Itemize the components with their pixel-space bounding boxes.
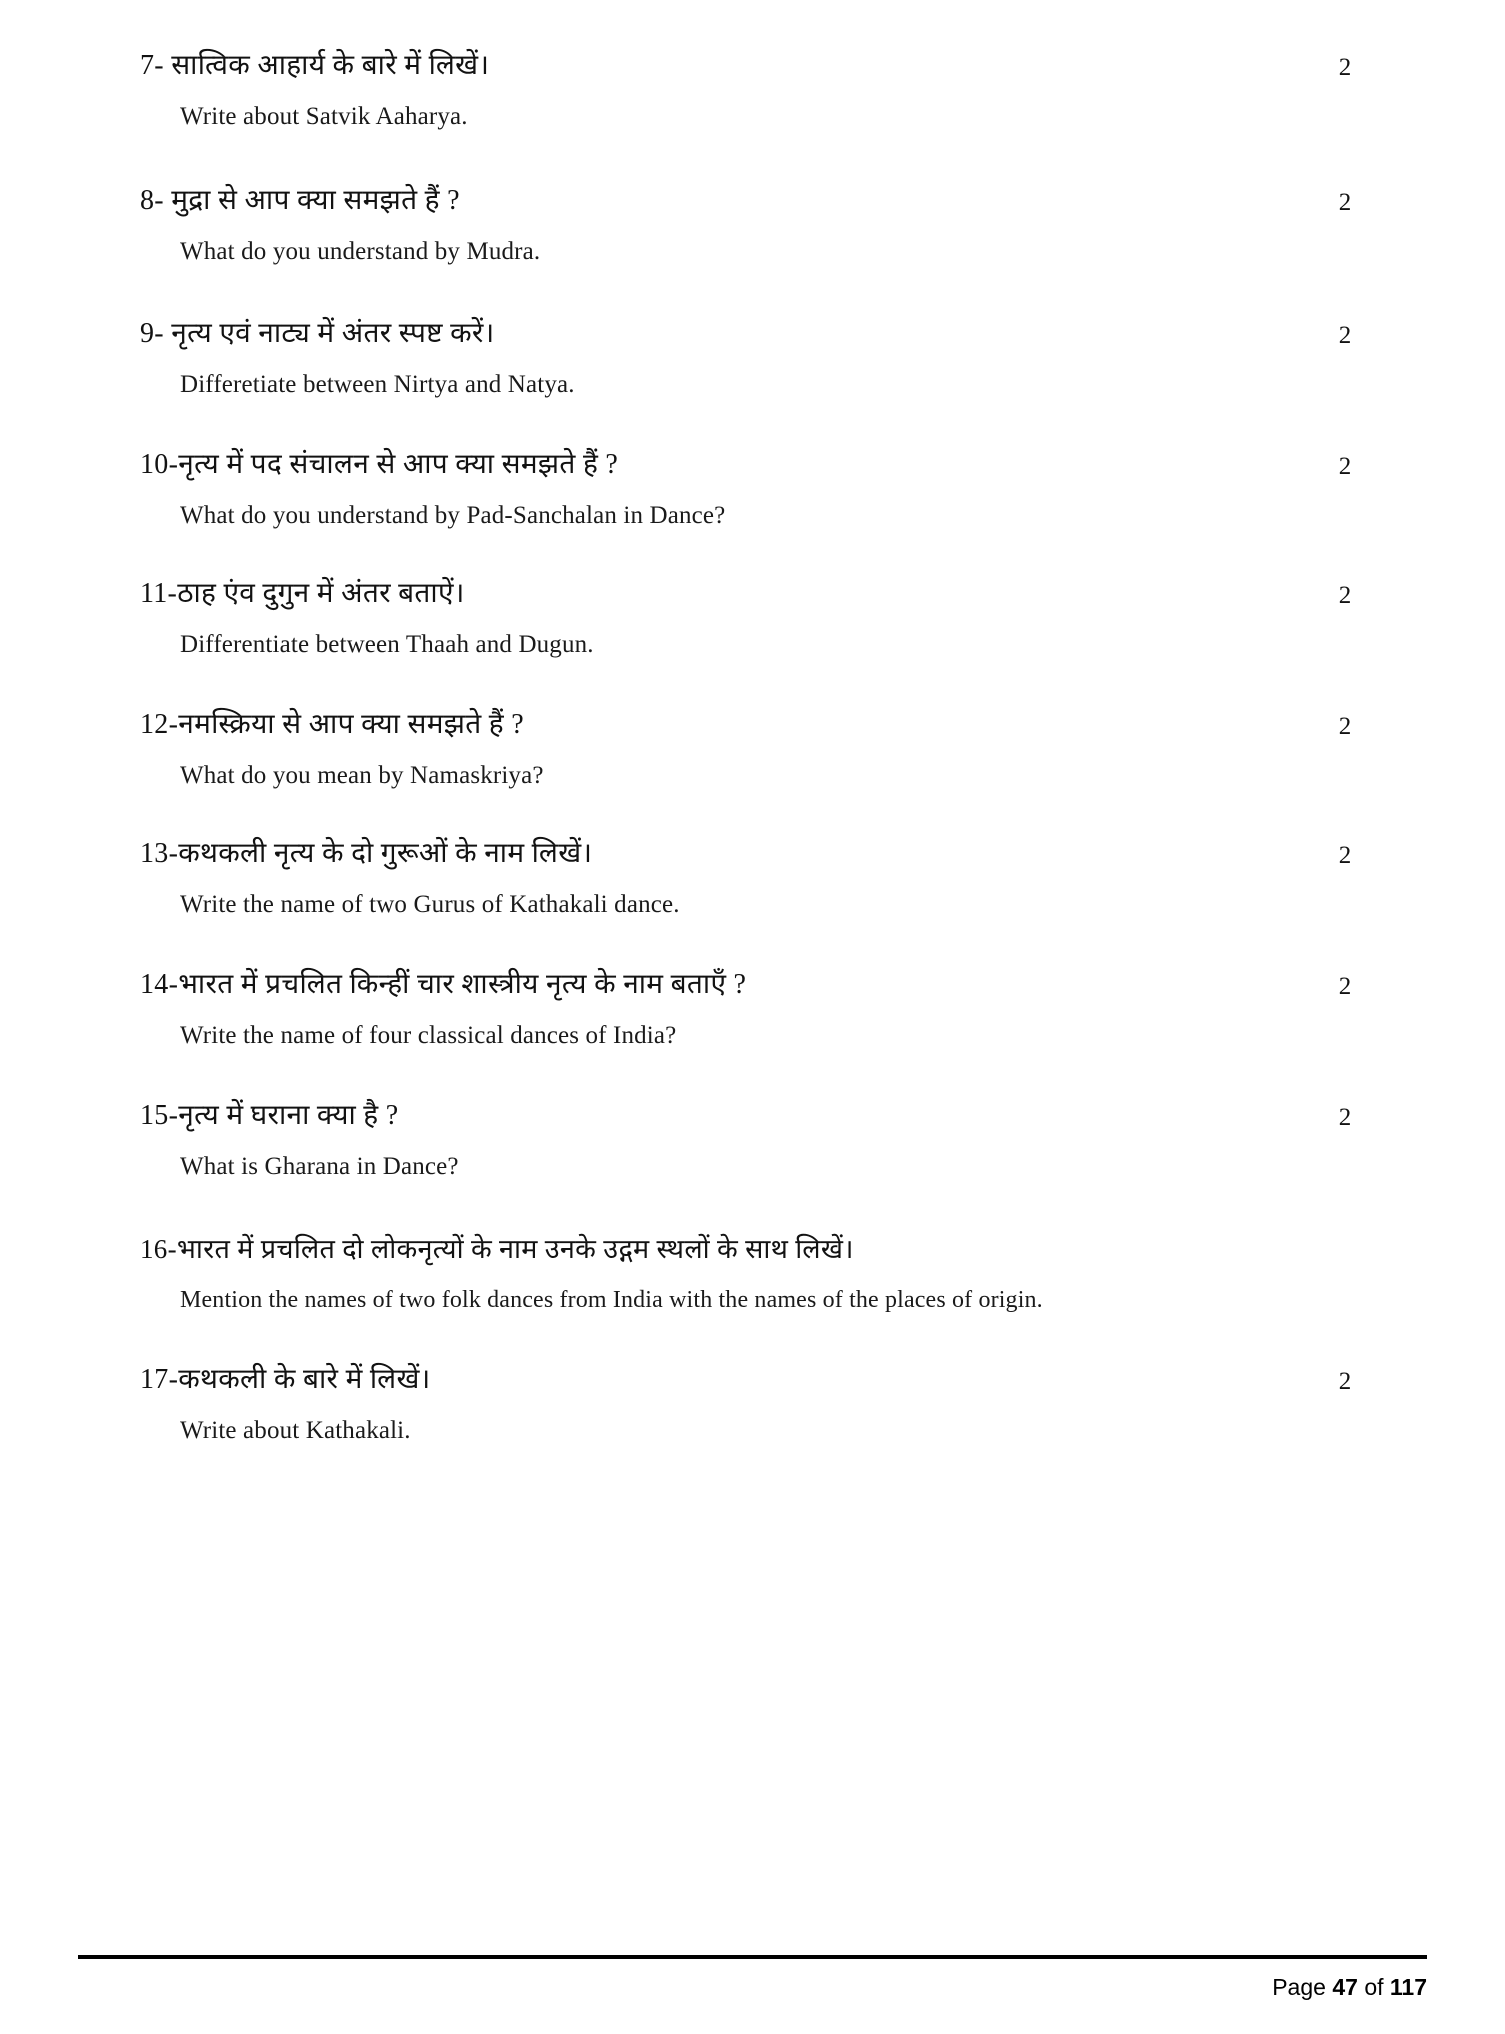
question-english-text: Write about Satvik Aaharya.: [180, 103, 468, 130]
question-marks: 2: [1338, 54, 1352, 81]
question-item: [140, 965, 1365, 1054]
question-english-text: Write the name of two Gurus of Kathakali dance.: [180, 891, 680, 918]
question-hindi-text: नृत्य एवं नाट्य में अंतर स्पष्ट करें।: [171, 318, 495, 349]
question-number: 13-: [140, 838, 179, 869]
question-hindi-text: ठाह एंव दुगुन में अंतर बताऐं।: [177, 578, 465, 609]
question-hindi-line: [140, 1096, 1365, 1136]
question-hindi-line: [140, 314, 1365, 354]
question-item: [140, 1360, 1365, 1449]
question-hindi-line: [140, 965, 1365, 1005]
question-number: 16-: [140, 1234, 177, 1264]
question-number: 9-: [140, 318, 164, 349]
question-marks: 2: [1338, 582, 1352, 609]
question-hindi-line: [140, 181, 1365, 221]
question-number: 15-: [140, 1100, 179, 1131]
question-marks: 2: [1338, 1104, 1352, 1131]
question-hindi-text: भारत में प्रचलित किन्हीं चार शास्त्रीय नृत्य के नाम बताएँ ?: [178, 969, 747, 1000]
question-hindi-text: नमस्क्रिया से आप क्या समझते हैं ?: [178, 709, 524, 740]
footer-total-pages: 117: [1389, 1974, 1427, 2000]
question-hindi-text: मुद्रा से आप क्या समझते हैं ?: [171, 185, 460, 216]
question-number: 12-: [140, 709, 179, 740]
question-hindi-line: [140, 46, 1365, 86]
question-english-text: Write about Kathakali.: [180, 1417, 411, 1444]
question-number: 17-: [140, 1364, 179, 1395]
question-hindi-line: [140, 574, 1365, 614]
footer-of-label: of: [1364, 1974, 1384, 2000]
question-marks: 2: [1338, 973, 1352, 1000]
question-hindi-text: भारत में प्रचलित दो लोकनृत्यों के नाम उनके उद्गम स्थलों के साथ लिखें।: [176, 1234, 854, 1264]
footer-page-label: Page: [1272, 1974, 1326, 2000]
page-footer: [1272, 1974, 1427, 2001]
question-english-text: What do you understand by Pad-Sanchalan in Dance?: [180, 502, 726, 529]
footer-divider: [78, 1955, 1427, 1959]
question-marks: 2: [1338, 322, 1352, 349]
question-hindi-line: [140, 705, 1365, 745]
question-marks: 2: [1338, 842, 1352, 869]
footer-current-page: 47: [1332, 1974, 1358, 2000]
question-number: 11-: [140, 578, 178, 609]
question-hindi-line: [140, 1360, 1365, 1400]
question-item: [140, 705, 1365, 794]
question-marks: 2: [1338, 453, 1352, 480]
question-english-text: What is Gharana in Dance?: [180, 1153, 459, 1180]
question-number: 14-: [140, 969, 179, 1000]
question-english-text: Mention the names of two folk dances from India with the names of the places of origin.: [180, 1287, 1043, 1313]
question-number: 10-: [140, 449, 179, 480]
question-hindi-text: नृत्य में पद संचालन से आप क्या समझते हैं ?: [178, 449, 619, 480]
question-marks: 2: [1338, 713, 1352, 740]
question-hindi-text: कथकली के बारे में लिखें।: [178, 1364, 431, 1395]
question-hindi-line: [140, 834, 1365, 874]
question-item: [140, 445, 1365, 534]
question-hindi-text: सात्विक आहार्य के बारे में लिखें।: [171, 50, 490, 81]
question-number: 8-: [140, 185, 164, 216]
question-hindi-line: [140, 1229, 1365, 1269]
question-item: [140, 1229, 1365, 1318]
question-number: 7-: [140, 50, 164, 81]
question-english-text: What do you mean by Namaskriya?: [180, 762, 544, 789]
question-item: [140, 181, 1365, 270]
question-item: [140, 46, 1365, 135]
question-list: [140, 46, 1365, 1449]
question-item: [140, 834, 1365, 923]
question-marks: 2: [1338, 189, 1352, 216]
question-english-text: Differetiate between Nirtya and Natya.: [180, 371, 575, 398]
question-english-text: Write the name of four classical dances of India?: [180, 1022, 677, 1049]
question-english-text: Differentiate between Thaah and Dugun.: [180, 631, 594, 658]
question-hindi-text: कथकली नृत्य के दो गुरूओं के नाम लिखें।: [178, 838, 593, 869]
question-item: [140, 314, 1365, 403]
question-hindi-line: [140, 445, 1365, 485]
question-marks: 2: [1338, 1368, 1352, 1395]
question-english-text: What do you understand by Mudra.: [180, 238, 541, 265]
question-item: [140, 1096, 1365, 1185]
question-item: [140, 574, 1365, 663]
question-hindi-text: नृत्य में घराना क्या है ?: [178, 1100, 399, 1131]
